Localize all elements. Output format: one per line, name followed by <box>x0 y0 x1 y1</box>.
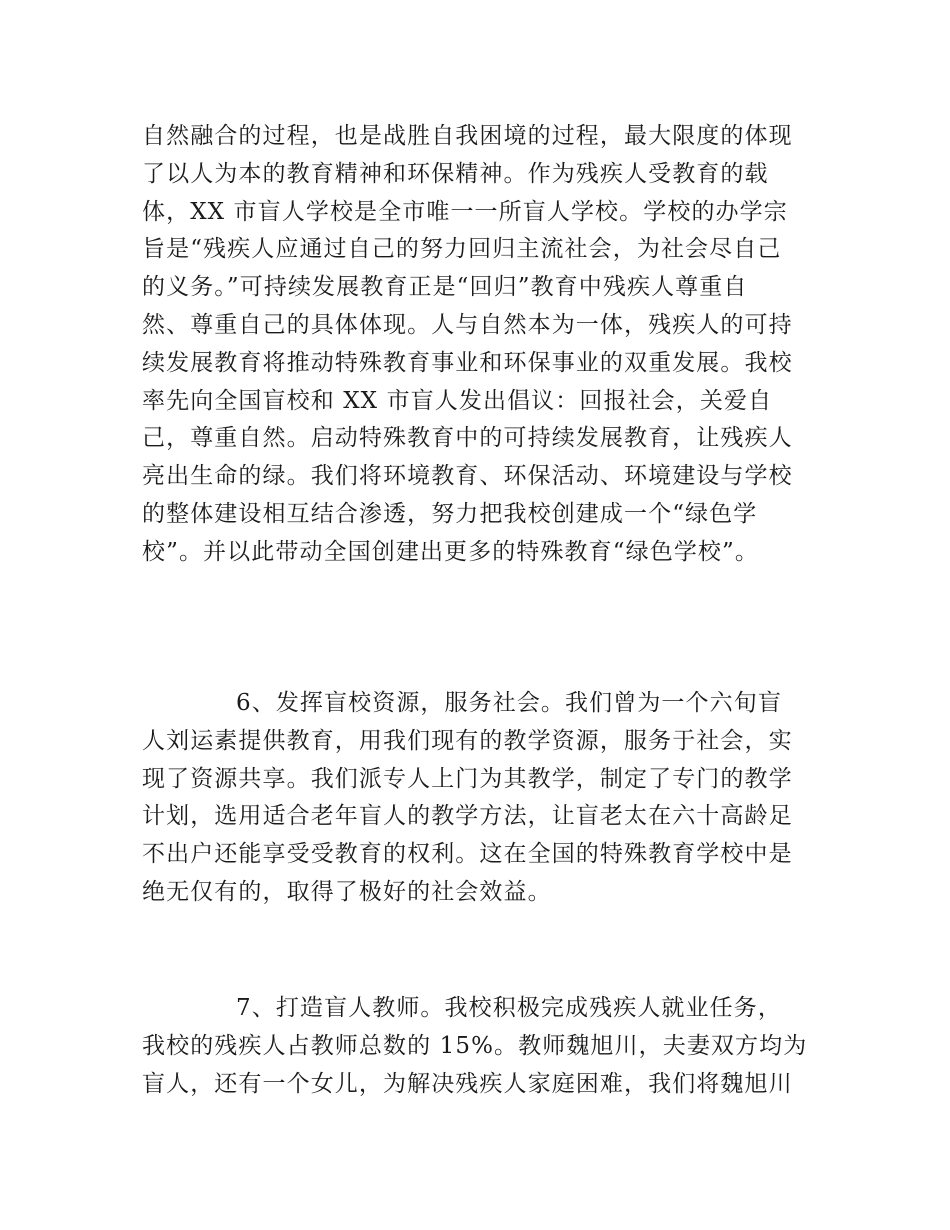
text-line: 人刘运素提供教育，用我们现有的教学资源，服务于社会，实 <box>142 727 793 754</box>
text-line: 校”。并以此带动全国创建出更多的特殊教育“绿色学校”。 <box>142 538 759 565</box>
paragraph-serve-society <box>142 685 814 912</box>
paragraph-blind-teachers <box>142 990 814 1103</box>
text-line: 自然融合的过程，也是战胜自我困境的过程，最大限度的体现 <box>142 123 793 149</box>
text-line: 绝无仅有的，取得了极好的社会效益。 <box>142 878 552 905</box>
text-line: 然、尊重自己的具体体现。人与自然本为一体，残疾人的可持 <box>142 311 793 338</box>
paragraph-green-school <box>142 118 814 572</box>
text-line: 的整体建设相互结合渗透，努力把我校创建成一个“绿色学 <box>142 500 758 527</box>
text-line: 现了资源共享。我们派专人上门为其教学，制定了专门的教学 <box>142 765 793 792</box>
text-line: 体，XX 市盲人学校是全市唯一一所盲人学校。学校的办学宗 <box>142 198 788 225</box>
text-line: 己，尊重自然。启动特殊教育中的可持续发展教育，让残疾人 <box>142 425 793 452</box>
text-line: 6、发挥盲校资源，服务社会。我们曾为一个六旬盲 <box>236 690 782 716</box>
text-line: 率先向全国盲校和 XX 市盲人发出倡议：回报社会，关爱自 <box>142 387 773 414</box>
text-line: 亮出生命的绿。我们将环境教育、环保活动、环境建设与学校 <box>142 463 793 490</box>
text-line: 7、打造盲人教师。我校积极完成残疾人就业任务， <box>236 995 782 1021</box>
text-line: 我校的残疾人占教师总数的 15%。教师魏旭川，夫妻双方均为 <box>142 1032 808 1059</box>
text-line: 了以人为本的教育精神和环保精神。作为残疾人受教育的载 <box>142 160 769 187</box>
text-line: 续发展教育将推动特殊教育事业和环保事业的双重发展。我校 <box>142 349 793 376</box>
text-line: 不出户还能享受受教育的权利。这在全国的特殊教育学校中是 <box>142 841 793 868</box>
text-line: 的义务。”可持续发展教育正是“回归”教育中残疾人尊重自 <box>142 274 748 301</box>
text-line: 盲人，还有一个女儿，为解决残疾人家庭困难，我们将魏旭川 <box>142 1070 793 1097</box>
text-line: 旨是“残疾人应通过自己的努力回归主流社会，为社会尽自己 <box>142 236 782 263</box>
text-line: 计划，选用适合老年盲人的教学方法，让盲老太在六十高龄足 <box>142 803 793 830</box>
